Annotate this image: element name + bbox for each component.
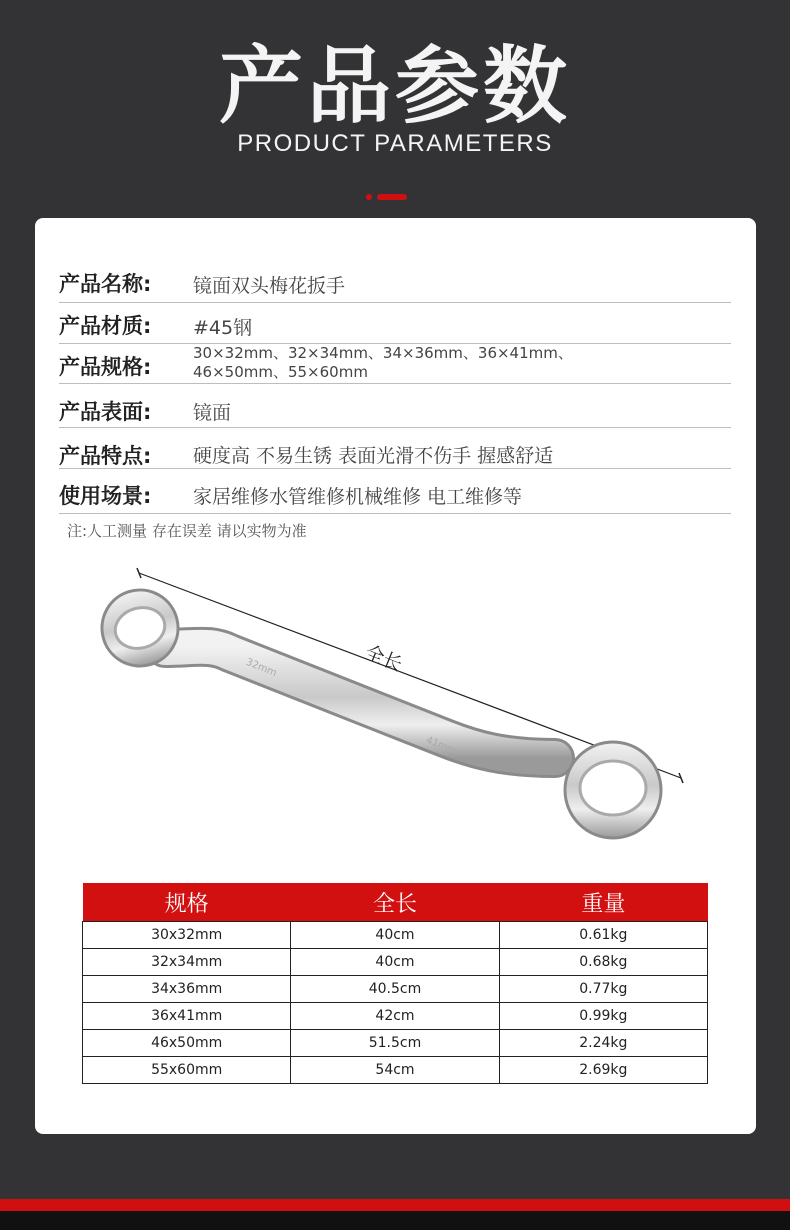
table-cell: 36x41mm xyxy=(83,1003,291,1030)
table-cell: 54cm xyxy=(291,1057,499,1084)
header xyxy=(0,0,790,210)
table-cell: 0.68kg xyxy=(499,949,707,976)
table-row xyxy=(83,949,708,976)
table-header-length: 全长 xyxy=(291,883,499,922)
spec-label: 产品表面: xyxy=(59,400,152,424)
table-cell: 46x50mm xyxy=(83,1030,291,1057)
table-cell: 30x32mm xyxy=(83,922,291,949)
spec-table xyxy=(82,883,708,1084)
accent-bar xyxy=(377,194,407,200)
spec-label: 产品材质: xyxy=(59,314,152,338)
spec-value: 家居维修水管维修机械维修 电工维修等 xyxy=(193,486,523,508)
table-cell: 32x34mm xyxy=(83,949,291,976)
table-cell: 42cm xyxy=(291,1003,499,1030)
table-row xyxy=(83,976,708,1003)
table-cell: 55x60mm xyxy=(83,1057,291,1084)
parameters-card xyxy=(35,218,756,1134)
spec-row-usage xyxy=(59,469,731,514)
spec-row-material xyxy=(59,303,731,344)
spec-row-name xyxy=(59,262,731,303)
table-header-weight: 重量 xyxy=(499,883,707,922)
wrench-size-mark: 32mm xyxy=(244,656,279,680)
spec-value: 镜面双头梅花扳手 xyxy=(193,275,346,297)
table-cell: 51.5cm xyxy=(291,1030,499,1057)
table-header-size: 规格 xyxy=(83,883,291,922)
spec-value: 硬度高 不易生锈 表面光滑不伤手 握感舒适 xyxy=(193,445,554,467)
wrench-size-mark: 41mm xyxy=(424,734,459,758)
table-header-row xyxy=(83,883,708,922)
table-row xyxy=(83,1003,708,1030)
table-row xyxy=(83,922,708,949)
table-cell: 2.69kg xyxy=(499,1057,707,1084)
spec-row-surface xyxy=(59,384,731,428)
spec-value-line2: 46×50mm、55×60mm xyxy=(193,363,368,381)
table-cell: 34x36mm xyxy=(83,976,291,1003)
spec-value-line1: 30×32mm、32×34mm、34×36mm、36×41mm、 xyxy=(193,344,573,362)
footer-dark-bar xyxy=(0,1211,790,1230)
table-cell: 2.24kg xyxy=(499,1030,707,1057)
wrench-image xyxy=(93,581,661,838)
page-title: 产品参数 xyxy=(218,37,571,135)
table-cell: 0.61kg xyxy=(499,922,707,949)
spec-row-features xyxy=(59,428,731,469)
spec-value: 镜面 xyxy=(193,402,232,424)
spec-label: 产品特点: xyxy=(59,444,152,468)
spec-row-size xyxy=(59,344,731,384)
table-cell: 0.99kg xyxy=(499,1003,707,1030)
wrench-diagram-svg xyxy=(35,558,756,858)
table-cell: 40.5cm xyxy=(291,976,499,1003)
spec-value: #45钢 xyxy=(193,317,253,339)
length-label: 全长 xyxy=(361,641,406,677)
accent-dot xyxy=(366,194,372,200)
spec-label: 使用场景: xyxy=(59,484,152,508)
spec-label: 产品规格: xyxy=(59,355,152,379)
footer-accent-bar xyxy=(0,1199,790,1211)
measurement-note: 注:人工测量 存在误差 请以实物为准 xyxy=(67,522,307,540)
spec-label: 产品名称: xyxy=(59,272,152,296)
page-subtitle: PRODUCT PARAMETERS xyxy=(237,130,553,157)
table-cell: 40cm xyxy=(291,949,499,976)
table-row xyxy=(83,1030,708,1057)
table-cell: 40cm xyxy=(291,922,499,949)
table-cell: 0.77kg xyxy=(499,976,707,1003)
wrench-diagram xyxy=(35,558,756,858)
table-row xyxy=(83,1057,708,1084)
